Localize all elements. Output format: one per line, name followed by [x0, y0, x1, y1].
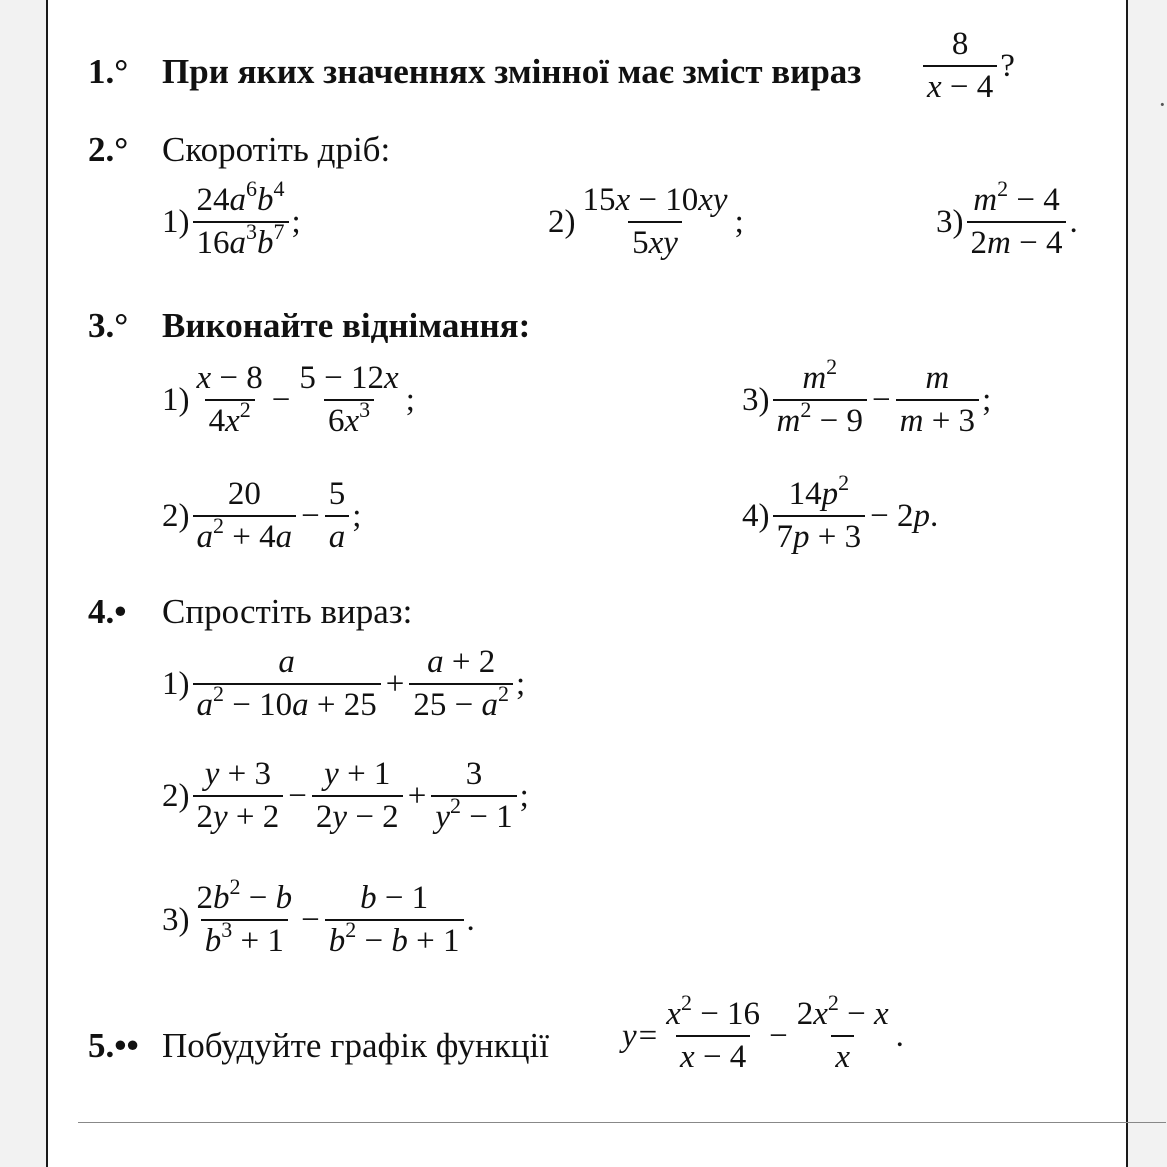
- task-4-item-1: 1) $\frac{a}{a^2 - 10a + 25}$ + $\frac{a + 2}{25 - a^2}$ ;: [162, 644, 526, 723]
- task-1-expression: $\frac{8}{x - 4}$ ?: [920, 26, 1015, 106]
- task-1-text: При яких значеннях змінної має зміст вираз: [162, 52, 862, 91]
- task-2-item-3: 3) $\frac{m^2 - 4}{2m - 4}$ .: [936, 176, 1078, 261]
- task-3-item-1: 1) $\frac{x - 8}{4x^2}$ − $\frac{5 - 12x}{6x^3}$ ;: [162, 360, 415, 439]
- task-4-item-2: 2) $\frac{y + 3}{2y + 2}$ − $\frac{y + 1}{2y - 2}$ + $\frac{3}{y^2 - 1}$ ;: [162, 756, 529, 835]
- task-4-number: 4.•: [88, 592, 127, 631]
- task-5-expression: y = $\frac{x^2 - 16}{x - 4}$ − $\frac{2x^2 - x}{x}$ .: [622, 990, 904, 1075]
- task-1-question-mark: ?: [1000, 47, 1015, 84]
- task-3-item-4: 4) $\frac{14p^2}{7p + 3}$ − 2p.: [742, 470, 939, 555]
- task-4-title: Спростіть вираз:: [162, 592, 413, 631]
- task-4-item-3: 3) $\frac{2b^2 - b}{b^3 + 1}$ − $\frac{b - 1}{b^2 - b + 1}$ .: [162, 874, 475, 959]
- task-5-number: 5.••: [88, 1026, 139, 1065]
- task-2-item-1: 1) $\frac{24a^6b^4}{16a^3b^7}$ ;: [162, 176, 301, 261]
- task-3-item-2: 2) $\frac{20}{a^2 + 4a}$ − $\frac{5}{a}$ ;: [162, 476, 362, 555]
- task-2-number: 2.°: [88, 130, 129, 169]
- task-3-item-3: 3) $\frac{m^2}{m^2 - 9}$ − $\frac{m}{m + 3}$ ;: [742, 354, 992, 439]
- task-2-title: Скоротіть дріб:: [162, 130, 391, 169]
- task-5-title: Побудуйте графік функції: [162, 1026, 549, 1065]
- task-3-number: 3.°: [88, 306, 129, 345]
- worksheet-page: [46, 0, 1128, 1167]
- right-edge-fragment: ·: [1158, 90, 1167, 119]
- task-1-number: 1.°: [88, 52, 129, 91]
- task-3-title: Виконайте віднімання:: [162, 306, 531, 345]
- task-2-item-2: 2) $\frac{15x - 10xy}{5xy}$ ;: [548, 182, 744, 261]
